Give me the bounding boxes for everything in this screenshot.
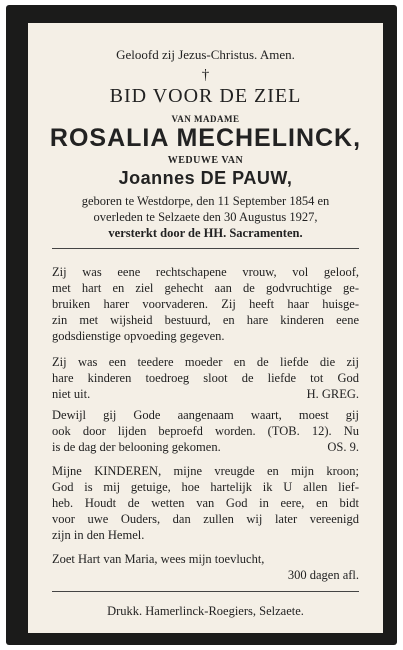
text-line-with-reference <box>52 567 359 583</box>
text-line: Mijne KINDEREN, mijne vreugde en mijn kroon; <box>52 464 359 478</box>
text-line: God is mij getuige, hoe hartelijk ik U allen lief- <box>52 480 359 494</box>
widow-label: WEDUWE VAN <box>167 155 244 166</box>
husband-name: Joannes DE PAUW, <box>118 168 293 188</box>
text-line: zin met wijsheid bestuurd, en hare kinderen eene <box>52 313 359 327</box>
text-line: Zoet Hart van Maria, wees mijn toevlucht, <box>52 552 265 566</box>
divider-top <box>52 248 359 249</box>
deceased-name: ROSALIA MECHELINCK, <box>49 124 362 152</box>
life-details <box>36 193 375 241</box>
text-line: ook door lijden beproefd worden. (TOB. 12). Nu <box>52 424 359 438</box>
scripture-reference: H. GREG. <box>306 387 359 401</box>
text-line: met hart en ziel gehecht aan de godvruchtige ge- <box>52 281 359 295</box>
paragraph-suffering <box>52 407 359 455</box>
cross-icon: † <box>201 67 210 83</box>
text-line: zijn in den Hemel. <box>52 528 145 542</box>
divider-bottom <box>52 591 359 592</box>
madame-label: VAN MADAME <box>171 114 240 124</box>
text-line: is de dag der belooning gekomen. <box>52 440 221 454</box>
prayer-card <box>28 23 383 633</box>
death-line: overleden te Selzaete den 30 Augustus 1927, <box>93 210 318 224</box>
text-line: Zij was eene rechtschapene vrouw, vol geloof, <box>52 265 359 279</box>
paragraph-mother <box>52 354 359 402</box>
printer-credit: Drukk. Hamerlinck-Roegiers, Selzaete. <box>107 604 304 618</box>
text-line-with-reference <box>52 386 359 402</box>
paragraph-children <box>52 463 359 543</box>
birth-line: geboren te Westdorpe, den 11 September 1854 en <box>81 194 330 208</box>
paragraph-indulgence <box>52 551 359 583</box>
text-line-with-reference <box>52 439 359 455</box>
sacraments-line: versterkt door de HH. Sacramenten. <box>108 226 303 240</box>
mourning-card-border <box>6 5 397 645</box>
text-line: godsdienstige opvoeding gegeven. <box>52 329 225 343</box>
text-line: hare kinderen toedroeg sloot de liefde tot God <box>52 371 359 385</box>
indulgence-note: 300 dagen afl. <box>287 568 359 582</box>
scripture-reference: OS. 9. <box>327 440 359 454</box>
text-line: niet uit. <box>52 387 91 401</box>
text-line: Dewijl gij Gode aangenaam waart, moest gij <box>52 408 359 422</box>
paragraph-virtues <box>52 264 359 344</box>
text-line: heb. Houdt de wetten van God in eere, en bidt <box>52 496 359 510</box>
greeting: Geloofd zij Jezus-Christus. Amen. <box>116 47 295 62</box>
text-line: bruiken harer voorvaderen. Zij heeft haar huisge- <box>52 297 359 311</box>
text-line: Zij was een teedere moeder en de liefde die zij <box>52 355 359 369</box>
text-line: voor uwe Ouders, dan zullen wij later vereenigd <box>52 512 359 526</box>
plea-heading: BID VOOR DE ZIEL <box>109 85 302 107</box>
